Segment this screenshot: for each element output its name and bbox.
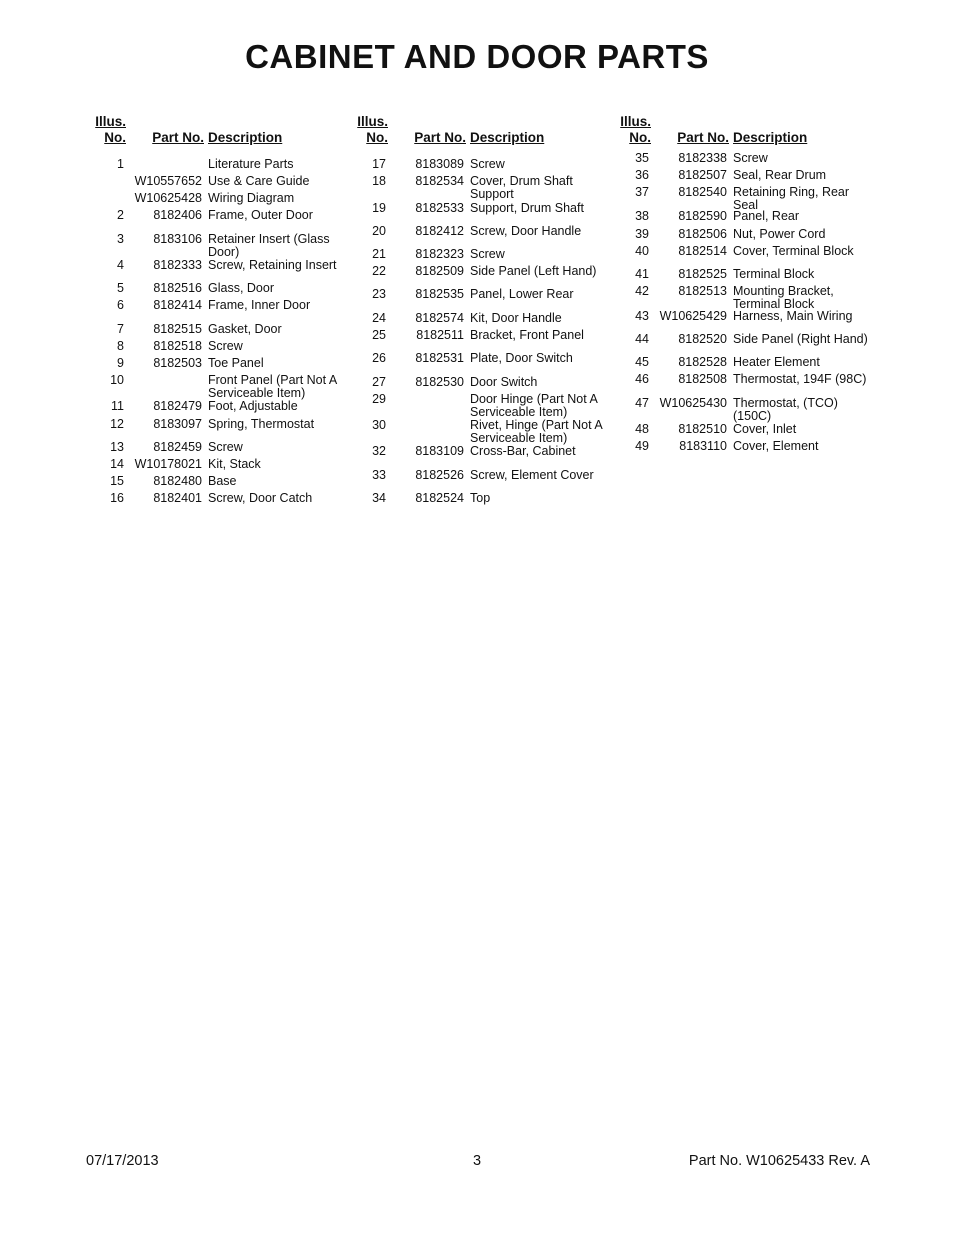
footer-page-number: 3 (472, 1153, 482, 1169)
footer-date: 07/17/2013 (86, 1153, 159, 1169)
page-title: CABINET AND DOOR PARTS (245, 38, 709, 75)
footer-document-part-number: Part No. W10625433 Rev. A (688, 1153, 870, 1169)
description-header: Description (733, 130, 808, 145)
part-no-header: Part No. (414, 130, 466, 145)
illus-no-header: Illus. No. (357, 114, 388, 145)
illus-no-header: Illus. No. (620, 114, 651, 145)
part-no-header: Part No. (677, 130, 729, 145)
description-header: Description (470, 130, 545, 145)
illus-no-header: Illus. No. (95, 114, 126, 145)
description-header: Description (208, 130, 283, 145)
part-no-header: Part No. (152, 130, 204, 145)
